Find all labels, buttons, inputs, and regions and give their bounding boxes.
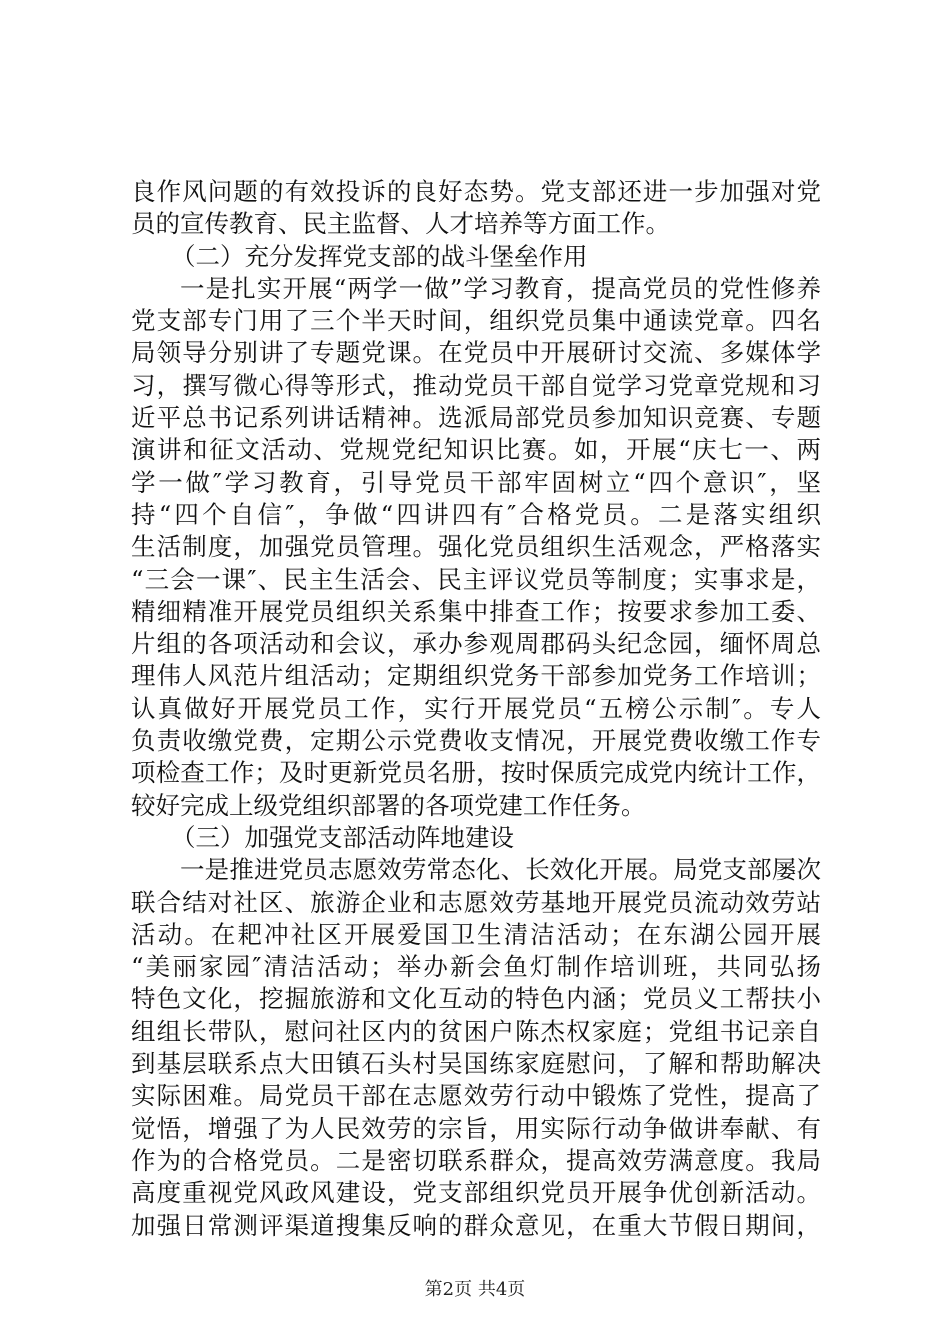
text-line: 片组的各项活动和会议，承办参观周郡码头纪念园，缅怀周总 bbox=[131, 629, 821, 659]
text-line: 组组长带队，慰问社区内的贫困户陈杰权家庭；党组书记亲自 bbox=[131, 1016, 821, 1046]
text-line: “三会一课″、民主生活会、民主评议党员等制度；实事求是， bbox=[131, 564, 821, 594]
text-line: 作为的合格党员。二是密切联系群众，提高效劳满意度。我局 bbox=[131, 1145, 821, 1175]
text-line: 到基层联系点大田镇石头村吴国练家庭慰问，了解和帮助解决 bbox=[131, 1049, 821, 1079]
text-line: 员的宣传教育、民主监督、人才培养等方面工作。 bbox=[131, 209, 670, 239]
section-heading-2: （二）充分发挥党支部的战斗堡垒作用 bbox=[171, 241, 588, 271]
text-line: 较好完成上级党组织部署的各项党建工作任务。 bbox=[131, 790, 646, 820]
text-line: 生活制度，加强党员管理。强化党员组织生活观念，严格落实 bbox=[131, 532, 821, 562]
text-line: 持“四个自信″，争做“四讲四有″合格党员。二是落实组织 bbox=[131, 499, 821, 529]
text-line: 实际困难。局党员干部在志愿效劳行动中锻炼了党性，提高了 bbox=[131, 1081, 821, 1111]
text-line: 特色文化，挖掘旅游和文化互动的特色内涵；党员义工帮扶小 bbox=[131, 984, 821, 1014]
text-line: 一是推进党员志愿效劳常态化、长效化开展。局党支部屡次 bbox=[180, 855, 821, 885]
text-line: 良作风问题的有效投诉的良好态势。党支部还进一步加强对党 bbox=[131, 177, 821, 206]
text-line: 近平总书记系列讲话精神。选派局部党员参加知识竞赛、专题 bbox=[131, 403, 821, 433]
text-line: “美丽家园″清洁活动；举办新会鱼灯制作培训班，共同弘扬 bbox=[131, 952, 821, 982]
text-line: 活动。在耙冲社区开展爱国卫生清洁活动；在东湖公园开展 bbox=[131, 919, 821, 949]
text-line: 学一做″学习教育，引导党员干部牢固树立“四个意识″，坚 bbox=[131, 467, 821, 497]
text-line: 演讲和征文活动、党规党纪知识比赛。如，开展“庆七一、两 bbox=[131, 435, 821, 465]
text-line: 负责收缴党费，定期公示党费收支情况，开展党费收缴工作专 bbox=[131, 726, 821, 756]
text-line: 党支部专门用了三个半天时间，组织党员集中通读党章。四名 bbox=[131, 306, 821, 336]
text-line: 局领导分别讲了专题党课。在党员中开展研讨交流、多媒体学 bbox=[131, 338, 821, 368]
page-number-footer: 第2页 共4页 bbox=[424, 1279, 526, 1300]
text-line: 觉悟，增强了为人民效劳的宗旨，用实际行动争做讲奉献、有 bbox=[131, 1113, 821, 1143]
text-line: 理伟人风范片组活动；定期组织党务干部参加党务工作培训； bbox=[131, 661, 821, 691]
section-heading-3: （三）加强党支部活动阵地建设 bbox=[171, 822, 514, 852]
text-line: 高度重视党风政风建设，党支部组织党员开展争优创新活动。 bbox=[131, 1178, 821, 1208]
text-line: 习，撰写微心得等形式，推动党员干部自觉学习党章党规和习 bbox=[131, 370, 821, 400]
document-body bbox=[131, 176, 821, 1242]
text-line: 加强日常测评渠道搜集反响的群众意见，在重大节假日期间， bbox=[131, 1210, 821, 1240]
text-line: 精细精准开展党员组织关系集中排查工作；按要求参加工委、 bbox=[131, 596, 821, 626]
text-line: 认真做好开展党员工作，实行开展党员“五榜公示制″。专人 bbox=[131, 693, 821, 723]
text-line: 一是扎实开展“两学一做”学习教育，提高党员的党性修养 bbox=[180, 273, 821, 303]
text-line: 项检查工作；及时更新党员名册，按时保质完成党内统计工作， bbox=[131, 758, 821, 788]
text-line: 联合结对社区、旅游企业和志愿效劳基地开展党员流动效劳站 bbox=[131, 887, 821, 917]
